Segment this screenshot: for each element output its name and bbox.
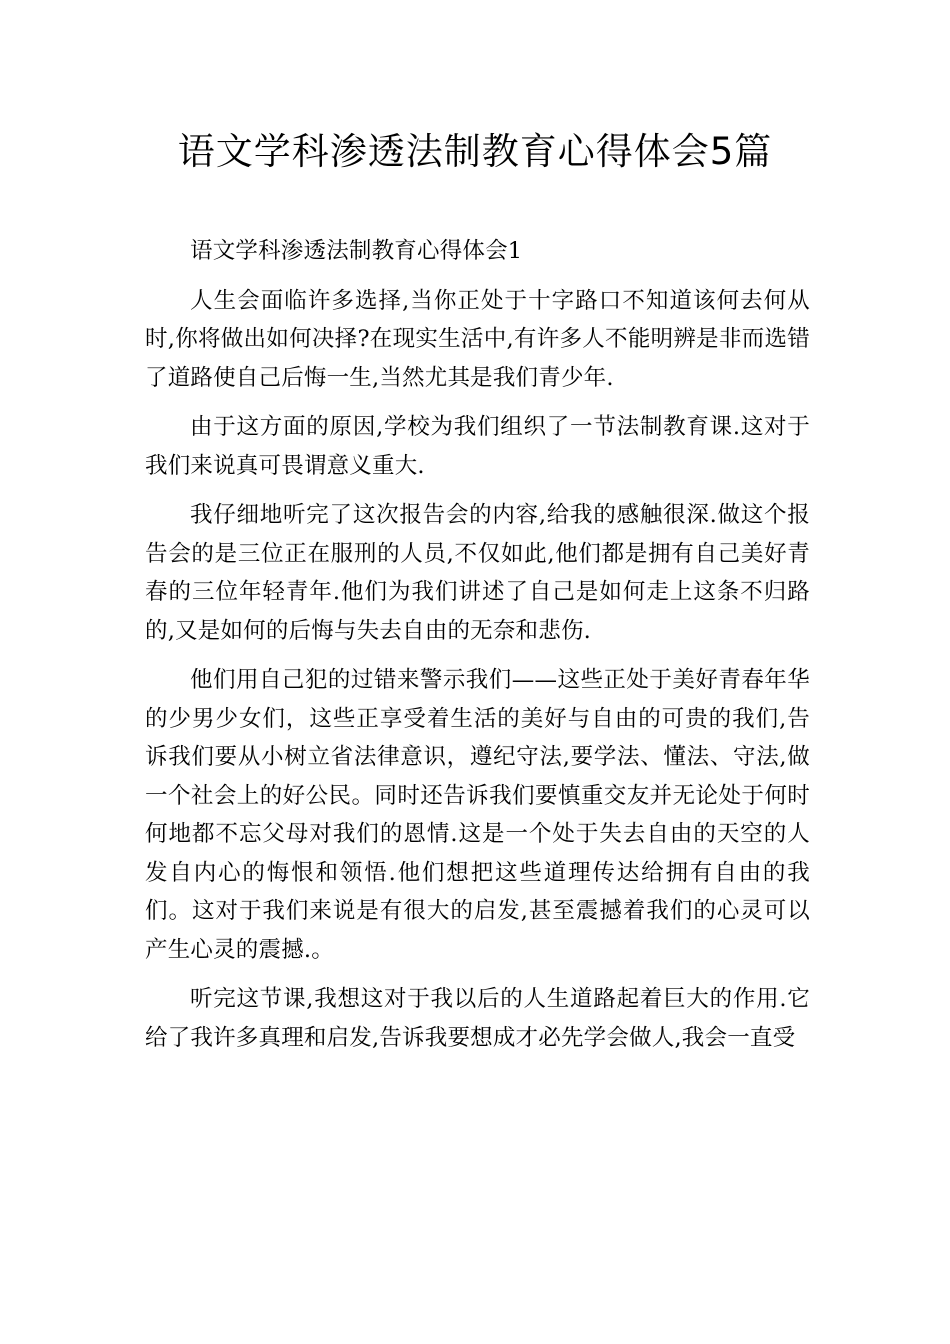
section-heading: 语文学科渗透法制教育心得体会1 [190, 238, 523, 264]
paragraph: 他们用自己犯的过错来警示我们——这些正处于美好青春年华的少男少女们，这些正享受着生活的美好与自由的可贵的我们,告诉我们要从小树立省法律意识，遵纪守法,要学法、懂法、守法,做一个社会上的好公民。同时还告诉我们要慎重交友并无论处于何时何地都不忘父母对我们的恩情.这是一个处于失去自由的天空的人发自内心的悔恨和领悟.他们想把这些道理传达给拥有自由的我们。这对于我们来说是有很大的启发,甚至震撼着我们的心灵可以产生心灵的震撼.。 [145, 667, 810, 963]
document-title: 语文学科渗透法制教育心得体会5篇 [177, 130, 773, 173]
paragraph: 听完这节课,我想这对于我以后的人生道路起着巨大的作用.它给了我许多真理和启发,告诉我要想成才必先学会做人,我会一直受 [145, 986, 810, 1051]
paragraph: 我仔细地听完了这次报告会的内容,给我的感触很深.做这个报告会的是三位正在服刑的人员,不仅如此,他们都是拥有自己美好青春的三位年轻青年.他们为我们讲述了自己是如何走上这条不归路的,又是如何的后悔与失去自由的无奈和悲伤. [145, 502, 810, 644]
paragraph: 人生会面临许多选择,当你正处于十字路口不知道该何去何从时,你将做出如何决择?在现实生活中,有许多人不能明辨是非而选错了道路使自己后悔一生,当然尤其是我们青少年. [145, 287, 810, 391]
document-body [145, 232, 810, 1057]
paragraph: 由于这方面的原因,学校为我们组织了一节法制教育课.这对于我们来说真可畏谓意义重大. [145, 414, 810, 479]
